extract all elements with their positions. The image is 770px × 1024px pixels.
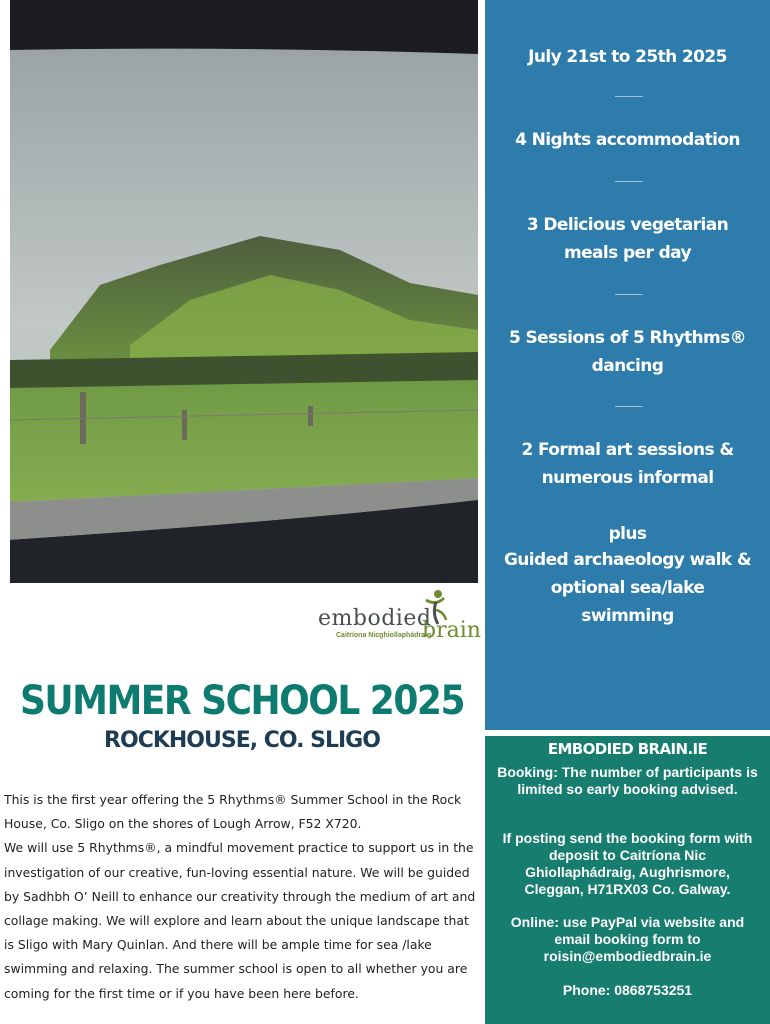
accommodation-text: 4 Nights accommodation (515, 130, 740, 150)
page-title: SUMMER SCHOOL 2025 (19, 678, 464, 724)
extra-line-1: Guided archaeology walk & (503, 550, 752, 570)
divider (615, 406, 643, 407)
website-heading: EMBODIED BRAIN.IE (547, 740, 708, 758)
landscape-photo (10, 0, 478, 583)
logo-subtitle: Caitríona Nicghiollaphádraig (336, 632, 432, 639)
dates-text: July 21st to 25th 2025 (528, 47, 727, 67)
highlights-panel (485, 0, 770, 730)
phone-number: Phone: 0868753251 (562, 982, 693, 998)
description-paragraph-1: This is the first year offering the 5 Rhythms® Summer School in the Rock House, Co. Sligo on the shores of Lough Arrow, F52 X720. (4, 792, 462, 832)
page-subtitle: ROCKHOUSE, CO. SLIGO (104, 728, 380, 753)
divider (615, 181, 643, 182)
meals-line-2: meals per day (564, 243, 691, 263)
online-instructions: Online: use PayPal via website and email booking form to roisin@embodiedbrain.ie (510, 914, 745, 964)
embodied-brain-logo (318, 588, 480, 646)
divider (615, 294, 643, 295)
postal-instructions: If posting send the booking form with deposit to Caitríona Nic Ghiollaphádraig, Aughrismore, Cleggan, H71RX03 Co. Galway. (502, 830, 753, 897)
logo-word-brain: brain (422, 618, 481, 643)
art-line-2: numerous informal (541, 468, 714, 488)
art-line-1: 2 Formal art sessions & (521, 440, 734, 460)
plus-text: plus (608, 524, 647, 544)
description-text (4, 788, 478, 1006)
logo-word-embodied: embodied (318, 606, 432, 631)
extra-line-3: swimming (581, 606, 674, 626)
sessions-line-1: 5 Sessions of 5 Rhythms® (508, 328, 747, 348)
extra-line-2: optional sea/lake (550, 578, 705, 598)
sessions-line-2: dancing (591, 356, 664, 376)
meals-line-1: 3 Delicious vegetarian (526, 215, 729, 235)
description-paragraph-2: We will use 5 Rhythms®, a mindful movement practice to support us in the investigation of our creative, fun-loving essential nature. We will be guided by Sadhbh O’ Neill to enhance our creativity through the medium of art and collage making. We will explore and learn about the unique landscape that is Sligo with Mary Quinlan. And there will be ample time for sea /lake swimming and relaxing. The summer school is open to all whether you are coming for the first time or if you have been here before. (4, 840, 476, 1001)
booking-note: Booking: The number of participants is limited so early booking advised. (497, 764, 758, 797)
booking-panel (485, 736, 770, 1024)
divider (615, 96, 643, 97)
